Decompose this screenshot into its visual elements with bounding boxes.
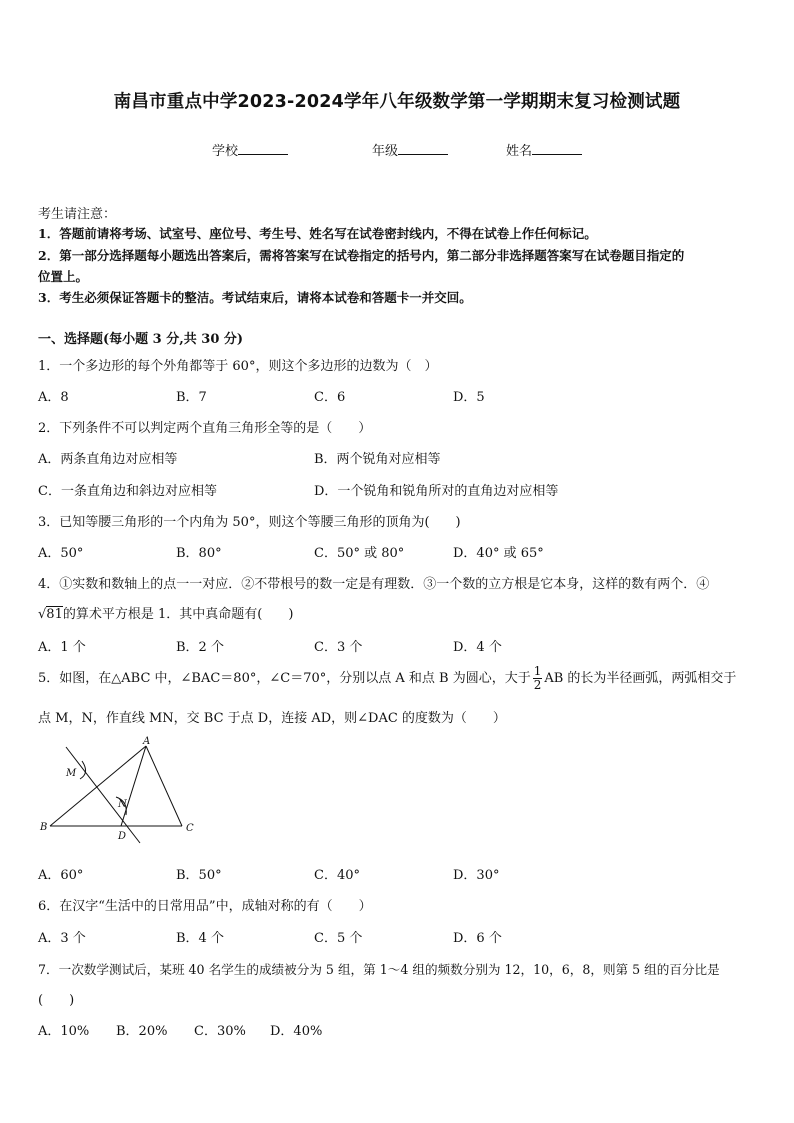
sqrt-radicand: 81	[46, 607, 63, 622]
q1-option-b: B．7	[176, 390, 207, 405]
q2-option-a: A．两条直角边对应相等	[38, 452, 178, 467]
label-c: C	[186, 823, 194, 834]
q7-option-c: C．30%	[194, 1024, 246, 1039]
arc-m	[80, 761, 86, 779]
segment-ad	[121, 746, 146, 826]
page-title: 南昌市重点中学2023-2024学年八年级数学第一学期期末复习检测试题	[113, 92, 681, 112]
line-mn	[66, 747, 140, 843]
segment-ab	[50, 746, 146, 826]
name-field	[506, 140, 582, 159]
q5-stem-tail: AB 的长为半径画弧，两弧相交于	[544, 671, 737, 686]
q6-option-a: A．3 个	[38, 931, 86, 946]
q2-option-b: B．两个锐角对应相等	[314, 452, 441, 467]
q1-option-c: C．6	[314, 390, 346, 405]
q7-option-b: B．20%	[116, 1024, 168, 1039]
q4-stem-line1: 4．①实数和数轴上的点一一对应．②不带根号的数一定是有理数．③一个数的立方根是它本身，这样的数有两个．④	[38, 577, 710, 592]
grade-blank	[398, 142, 448, 155]
q4-option-a: A．1 个	[38, 640, 86, 655]
q3-option-d: D．40° 或 65°	[453, 546, 544, 561]
q5-option-a: A．60°	[38, 868, 84, 883]
grade-label: 年级	[372, 144, 399, 159]
q6-option-b: B．4 个	[176, 931, 224, 946]
q7-stem-line1: 7．一次数学测试后，某班 40 名学生的成绩被分为 5 组，第 1～4 组的频数分别为 12，10，6，8，则第 5 组的百分比是	[38, 962, 720, 977]
q6-option-c: C．5 个	[314, 931, 363, 946]
q7-option-d: D．40%	[270, 1024, 323, 1039]
q4-option-c: C．3 个	[314, 640, 363, 655]
label-a: A	[143, 736, 151, 747]
school-blank	[238, 142, 288, 155]
label-d: D	[118, 831, 127, 842]
grade-field	[372, 140, 448, 159]
q5-stem-line2: 点 M，N，作直线 MN，交 BC 于点 D，连接 AD，则∠DAC 的度数为（ ）	[38, 711, 506, 726]
q5-option-c: C．40°	[314, 868, 360, 883]
fraction-denominator: 2	[533, 678, 542, 692]
name-blank	[532, 142, 582, 155]
q4-stem-line2	[38, 603, 293, 622]
q3-option-a: A．50°	[38, 546, 84, 561]
notice-item-2-cont: 位置上。	[38, 269, 89, 284]
q5-option-b: B．50°	[176, 868, 222, 883]
label-b: B	[40, 822, 48, 833]
q3-option-c: C．50° 或 80°	[314, 546, 405, 561]
q3-option-b: B．80°	[176, 546, 222, 561]
q3-stem: 3．已知等腰三角形的一个内角为 50°，则这个等腰三角形的顶角为( )	[38, 515, 461, 530]
q5-option-d: D．30°	[453, 868, 500, 883]
q6-option-d: D．6 个	[453, 931, 502, 946]
q7-option-a: A．10%	[38, 1024, 90, 1039]
name-label: 姓名	[506, 144, 533, 159]
q5-stem-line1	[38, 665, 736, 692]
q2-option-c: C．一条直角边和斜边对应相等	[38, 484, 217, 499]
fraction-one-half	[533, 665, 543, 692]
q6-stem: 6．在汉字“生活中的日常用品”中，成轴对称的有（ ）	[38, 899, 372, 914]
section-heading: 一、选择题(每小题 3 分,共 30 分)	[38, 332, 244, 347]
q4-option-d: D．4 个	[453, 640, 502, 655]
notice-heading: 考生请注意：	[38, 207, 117, 222]
label-n: N	[118, 799, 127, 810]
school-label: 学校	[212, 144, 239, 159]
q4-option-b: B．2 个	[176, 640, 224, 655]
q1-option-d: D．5	[453, 390, 485, 405]
q1-stem: 1．一个多边形的每个外角都等于 60°，则这个多边形的边数为（ ）	[38, 359, 438, 374]
q7-stem-line2: ( )	[38, 993, 75, 1008]
school-field	[212, 140, 288, 159]
notice-item-2: 2．第一部分选择题每小题选出答案后，需将答案写在试卷指定的括号内，第二部分非选择题答案写在试卷题目指定的	[38, 248, 685, 263]
notice-item-3: 3．考生必须保证答题卡的整洁。考试结束后，请将本试卷和答题卡一并交回。	[38, 290, 472, 305]
triangle-figure	[36, 735, 211, 847]
sqrt-81: √81	[38, 607, 63, 622]
q4-stem-tail: 的算术平方根是 1．其中真命题有( )	[62, 607, 294, 622]
segment-ac	[146, 746, 182, 826]
q5-stem-head: 5．如图，在△ABC 中，∠BAC＝80°，∠C＝70°，分别以点 A 和点 B 为圆心，大于	[38, 671, 531, 686]
fraction-numerator: 1	[533, 664, 542, 678]
q2-stem: 2．下列条件不可以判定两个直角三角形全等的是（ ）	[38, 421, 372, 436]
q2-option-d: D．一个锐角和锐角所对的直角边对应相等	[314, 484, 559, 499]
label-m: M	[66, 768, 77, 779]
notice-item-1: 1．答题前请将考场、试室号、座位号、考生号、姓名写在试卷密封线内，不得在试卷上作任何标记。	[38, 226, 597, 241]
q1-option-a: A．8	[38, 390, 69, 405]
